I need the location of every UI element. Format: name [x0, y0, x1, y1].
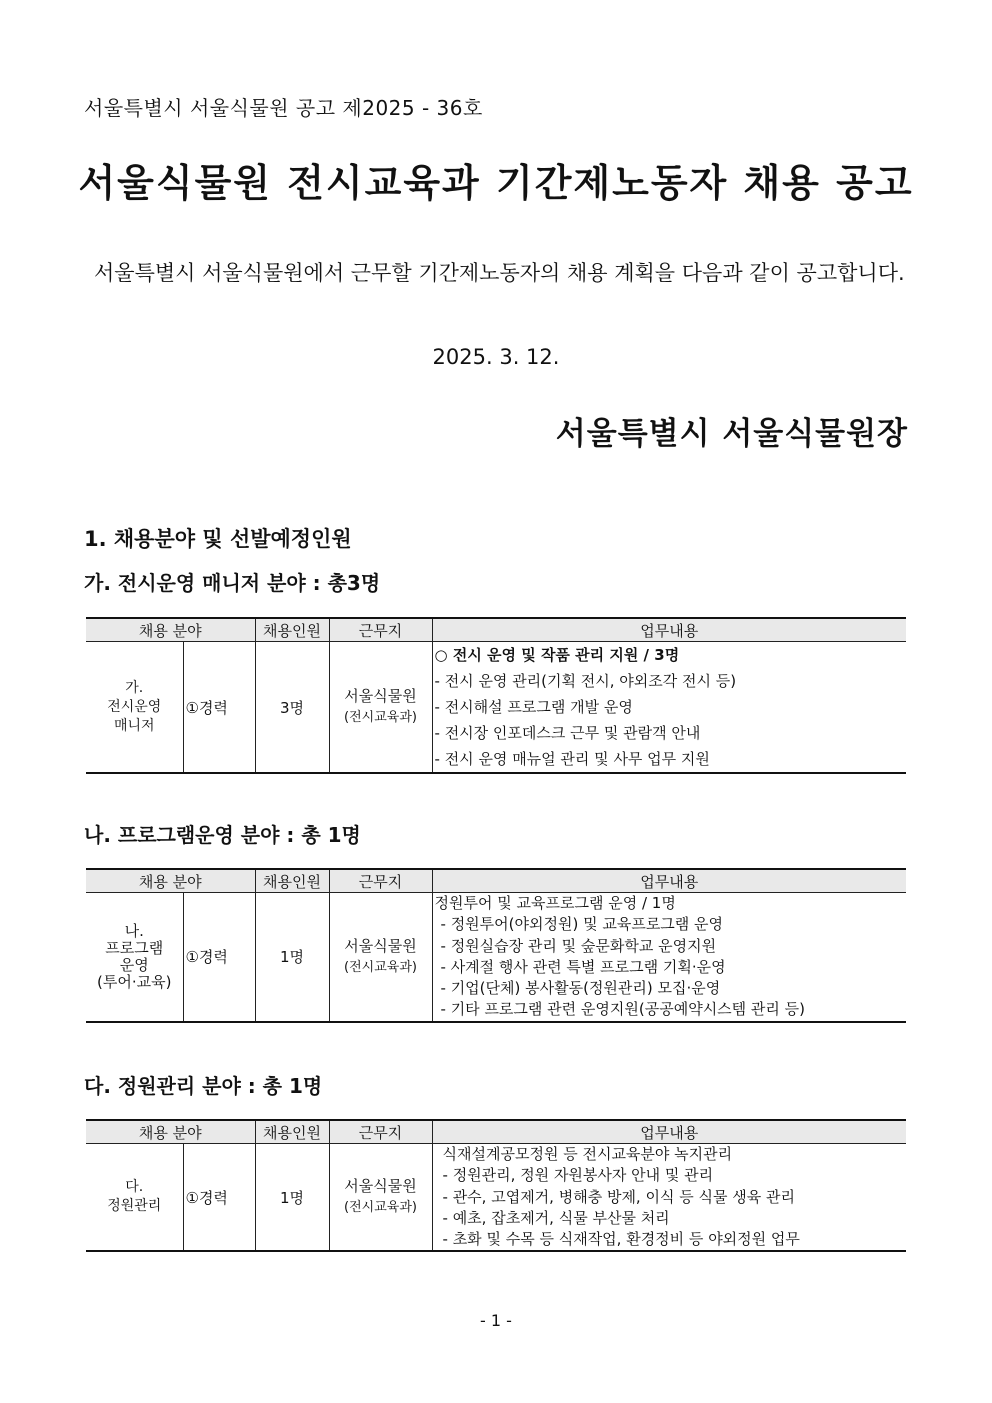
header-field: 채용 분야 — [86, 869, 255, 893]
count-cell: 1명 — [255, 1144, 329, 1252]
intro-paragraph: 서울특별시 서울식물원에서 근무할 기간제노동자의 채용 계획을 다음과 같이 공고합니다. — [94, 261, 905, 285]
duty-item: - 기업(단체) 봉사활동(정원관리) 모집·운영 — [440, 979, 721, 998]
header-location: 근무지 — [329, 869, 432, 893]
field-cell: 나. 프로그램 운영 (투어·교육) — [86, 893, 183, 1022]
position-table-exhibition — [86, 617, 906, 774]
count-cell: 3명 — [255, 642, 329, 774]
duties-cell — [432, 893, 906, 1022]
career-cell: ①경력 — [183, 893, 255, 1022]
table-header-row — [86, 869, 906, 893]
notice-number: 서울특별시 서울식물원 공고 제2025 - 36호 — [84, 96, 483, 120]
count-cell: 1명 — [255, 893, 329, 1022]
header-count: 채용인원 — [255, 869, 329, 893]
field-cell: 가. 전시운영 매니저 — [86, 642, 183, 774]
position-heading-exhibition: 가. 전시운영 매니저 분야 : 총3명 — [84, 571, 381, 595]
table-row — [86, 893, 906, 1022]
position-heading-program: 나. 프로그램운영 분야 : 총 1명 — [84, 823, 361, 847]
duty-item: - 전시 운영 매뉴얼 관리 및 사무 업무 지원 — [434, 750, 710, 768]
duties-title: ○ 전시 운영 및 작품 관리 지원 / 3명 — [434, 646, 680, 664]
duties-cell — [432, 642, 906, 774]
duty-item: - 전시 운영 관리(기획 전시, 야외조각 전시 등) — [434, 672, 737, 690]
duties-cell — [432, 1144, 906, 1252]
header-location: 근무지 — [329, 1120, 432, 1144]
header-field: 채용 분야 — [86, 1120, 255, 1144]
header-field: 채용 분야 — [86, 618, 255, 642]
location-cell: 서울식물원 (전시교육과) — [329, 642, 432, 774]
duty-item: - 정원관리, 정원 자원봉사자 안내 및 관리 — [442, 1166, 714, 1185]
header-count: 채용인원 — [255, 1120, 329, 1144]
table-header-row — [86, 618, 906, 642]
location-cell: 서울식물원 (전시교육과) — [329, 893, 432, 1022]
career-cell: ①경력 — [183, 642, 255, 774]
table-row — [86, 642, 906, 774]
field-cell: 다. 정원관리 — [86, 1144, 183, 1252]
duties-title: 정원투어 및 교육프로그램 운영 / 1명 — [434, 894, 676, 912]
header-location: 근무지 — [329, 618, 432, 642]
duty-item: - 예초, 잡초제거, 식물 부산물 처리 — [442, 1208, 670, 1227]
location-cell: 서울식물원 (전시교육과) — [329, 1144, 432, 1252]
duty-item: - 전시장 인포데스크 근무 및 관람객 안내 — [434, 724, 701, 742]
duty-item: - 기타 프로그램 관련 운영지원(공공예약시스템 관리 등) — [440, 1000, 806, 1019]
header-duties: 업무내용 — [432, 618, 906, 642]
header-count: 채용인원 — [255, 618, 329, 642]
duty-item: - 전시해설 프로그램 개발 운영 — [434, 698, 633, 716]
duty-item: - 사계절 행사 관련 특별 프로그램 기획·운영 — [440, 957, 726, 976]
table-row — [86, 1144, 906, 1252]
document-title: 서울식물원 전시교육과 기간제노동자 채용 공고 — [78, 161, 914, 205]
duty-item: - 정원실습장 관리 및 숲문화학교 운영지원 — [440, 936, 717, 955]
table-header-row — [86, 1120, 906, 1144]
position-heading-garden: 다. 정원관리 분야 : 총 1명 — [84, 1074, 323, 1098]
duty-item: - 관수, 고엽제거, 병해충 방제, 이식 등 식물 생육 관리 — [442, 1187, 795, 1206]
header-duties: 업무내용 — [432, 1120, 906, 1144]
section-heading-recruitment: 1. 채용분야 및 선발예정인원 — [84, 527, 352, 551]
page-number: - 1 - — [480, 1311, 512, 1330]
duty-item: - 초화 및 수목 등 식재작업, 환경정비 등 야외정원 업무 — [442, 1230, 800, 1249]
header-duties: 업무내용 — [432, 869, 906, 893]
issuer-name: 서울특별시 서울식물원장 — [555, 416, 908, 452]
position-table-garden — [86, 1119, 906, 1252]
notice-date: 2025. 3. 12. — [432, 345, 560, 369]
duties-title: 식재설계공모정원 등 전시교육분야 녹지관리 — [442, 1145, 733, 1163]
career-cell: ①경력 — [183, 1144, 255, 1252]
duty-item: - 정원투어(야외정원) 및 교육프로그램 운영 — [440, 915, 724, 934]
position-table-program — [86, 868, 906, 1023]
